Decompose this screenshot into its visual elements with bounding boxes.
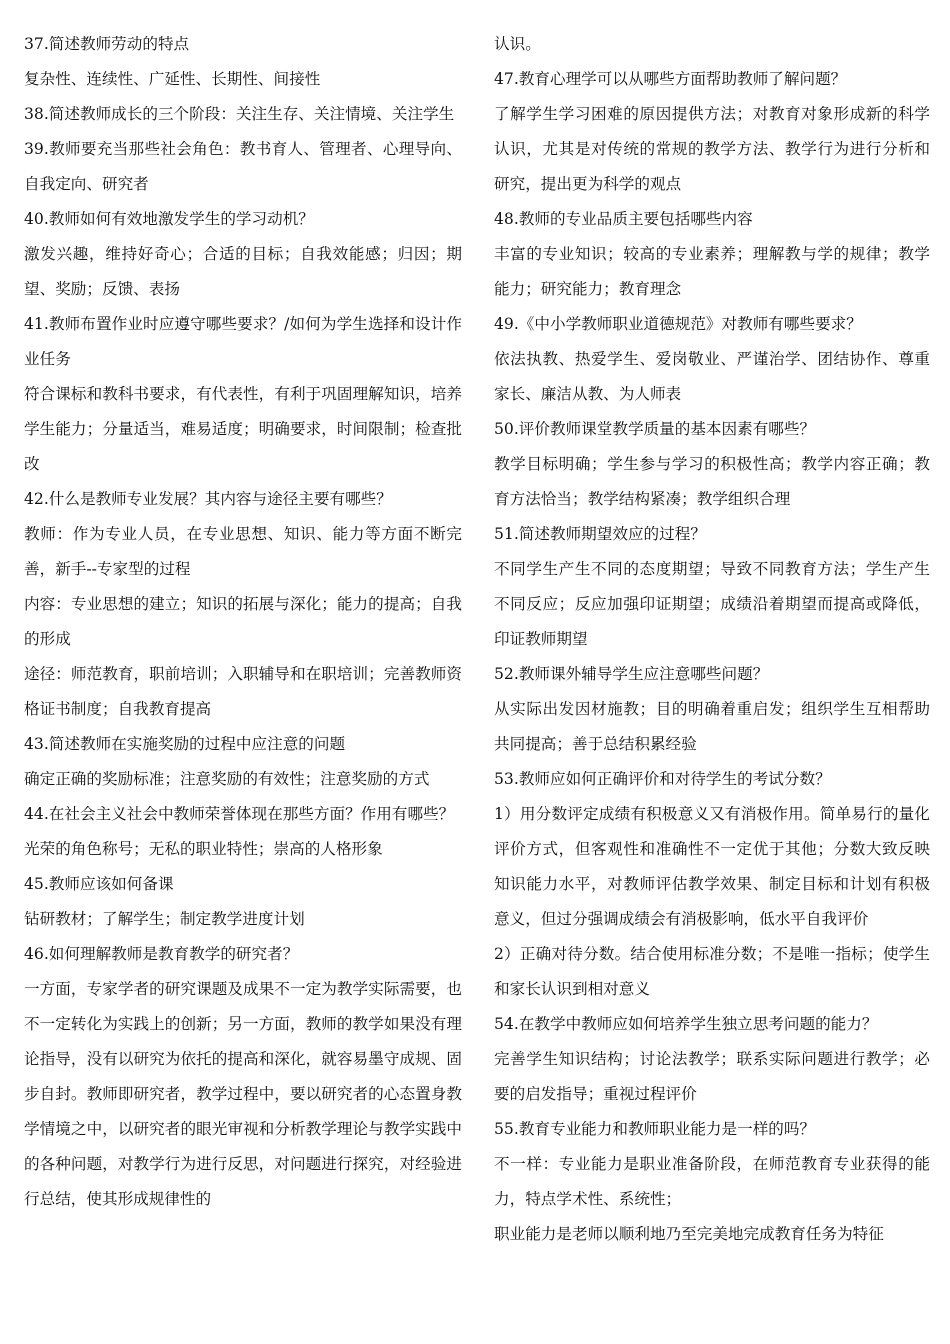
answer-53-part2: 2）正确对待分数。结合使用标准分数；不是唯一指标；使学生和家长认识到相对意义 — [494, 945, 930, 998]
answer-42-definition: 教师：作为专业人员，在专业思想、知识、能力等方面不断完善，新手--专家型的过程 — [24, 525, 462, 578]
question-answer-38: 38.简述教师成长的三个阶段：关注生存、关注情境、关注学生 — [24, 105, 455, 123]
answer-42-approach: 途径：师范教育，职前培训；入职辅导和在职培训；完善教师资格证书制度；自我教育提高 — [24, 665, 462, 718]
question-answer-39: 39.教师要充当那些社会角色：教书育人、管理者、心理导向、自我定向、研究者 — [24, 140, 462, 193]
question-55: 55.教育专业能力和教师职业能力是一样的吗？ — [494, 1120, 816, 1138]
question-49: 49.《中小学教师职业道德规范》对教师有哪些要求？ — [494, 315, 862, 333]
left-column — [24, 27, 462, 1217]
question-42: 42.什么是教师专业发展？其内容与途径主要有哪些？ — [24, 490, 392, 508]
question-40: 40.教师如何有效地激发学生的学习动机？ — [24, 210, 314, 228]
answer-52: 从实际出发因材施教；目的明确着重启发；组织学生互相帮助共同提高；善于总结积累经验 — [494, 700, 930, 753]
question-53: 53.教师应如何正确评价和对待学生的考试分数？ — [494, 770, 831, 788]
answer-46: 一方面，专家学者的研究课题及成果不一定为教学实际需要，也不一定转化为实践上的创新；另一方面，教师的教学如果没有理论指导，没有以研究为依托的提高和深化，就容易墨守成规、固步自封。教师即研究者，教学过程中，要以研究者的心态置身教学情境之中，以研究者的眼光审视和分析教学理论与教学实践中的各种问题，对教学行为进行反思，对问题进行探究，对经验进行总结，使其形成规律性的 — [24, 980, 462, 1208]
answer-50: 教学目标明确；学生参与学习的积极性高；教学内容正确；教育方法恰当；教学结构紧凑；教学组织合理 — [494, 455, 930, 508]
right-column — [494, 27, 930, 1252]
answer-46-continued: 认识。 — [494, 35, 541, 53]
answer-40: 激发兴趣，维持好奇心；合适的目标；自我效能感；归因；期望、奖励；反馈、表扬 — [24, 245, 462, 298]
answer-44: 光荣的角色称号；无私的职业特性；崇高的人格形象 — [24, 840, 383, 858]
question-45: 45.教师应该如何备课 — [24, 875, 174, 893]
question-50: 50.评价教师课堂教学质量的基本因素有哪些？ — [494, 420, 816, 438]
answer-42-content: 内容：专业思想的建立；知识的拓展与深化；能力的提高；自我的形成 — [24, 595, 462, 648]
answer-41: 符合课标和教科书要求，有代表性，有利于巩固理解知识，培养学生能力；分量适当，难易适度；明确要求，时间限制；检查批改 — [24, 385, 462, 473]
answer-53-part1: 1）用分数评定成绩有积极意义又有消极作用。简单易行的量化评价方式，但客观性和准确性不一定优于其他；分数大致反映知识能力水平，对教师评估教学效果、制定目标和计划有积极意义，但过分强调成绩会有消极影响，低水平自我评价 — [494, 805, 930, 928]
answer-51: 不同学生产生不同的态度期望；导致不同教育方法；学生产生不同反应；反应加强印证期望；成绩沿着期望而提高或降低，印证教师期望 — [494, 560, 930, 648]
question-43: 43.简述教师在实施奖励的过程中应注意的问题 — [24, 735, 346, 753]
answer-54: 完善学生知识结构；讨论法教学；联系实际问题进行教学；必要的启发指导；重视过程评价 — [494, 1050, 930, 1103]
answer-45: 钻研教材；了解学生；制定教学进度计划 — [24, 910, 305, 928]
question-52: 52.教师课外辅导学生应注意哪些问题？ — [494, 665, 769, 683]
question-51: 51.简述教师期望效应的过程？ — [494, 525, 706, 543]
question-44: 44.在社会主义社会中教师荣誉体现在那些方面？作用有哪些？ — [24, 805, 455, 823]
answer-55-part1: 不一样：专业能力是职业准备阶段，在师范教育专业获得的能力，特点学术性、系统性； — [494, 1155, 930, 1208]
answer-47: 了解学生学习困难的原因提供方法；对教育对象形成新的科学认识，尤其是对传统的常规的教学方法、教学行为进行分析和研究，提出更为科学的观点 — [494, 105, 930, 193]
question-41: 41.教师布置作业时应遵守哪些要求？/如何为学生选择和设计作业任务 — [24, 315, 462, 368]
question-47: 47.教育心理学可以从哪些方面帮助教师了解问题？ — [494, 70, 847, 88]
answer-49: 依法执教、热爱学生、爱岗敬业、严谨治学、团结协作、尊重家长、廉洁从教、为人师表 — [494, 350, 930, 403]
question-54: 54.在教学中教师应如何培养学生独立思考问题的能力？ — [494, 1015, 878, 1033]
answer-55-part2: 职业能力是老师以顺利地乃至完美地完成教育任务为特征 — [494, 1225, 884, 1243]
answer-37: 复杂性、连续性、广延性、长期性、间接性 — [24, 70, 321, 88]
answer-43: 确定正确的奖励标准；注意奖励的有效性；注意奖励的方式 — [24, 770, 430, 788]
question-37: 37.简述教师劳动的特点 — [24, 35, 190, 53]
question-48: 48.教师的专业品质主要包括哪些内容 — [494, 210, 753, 228]
answer-48: 丰富的专业知识；较高的专业素养；理解教与学的规律；教学能力；研究能力；教育理念 — [494, 245, 930, 298]
question-46: 46.如何理解教师是教育教学的研究者？ — [24, 945, 299, 963]
